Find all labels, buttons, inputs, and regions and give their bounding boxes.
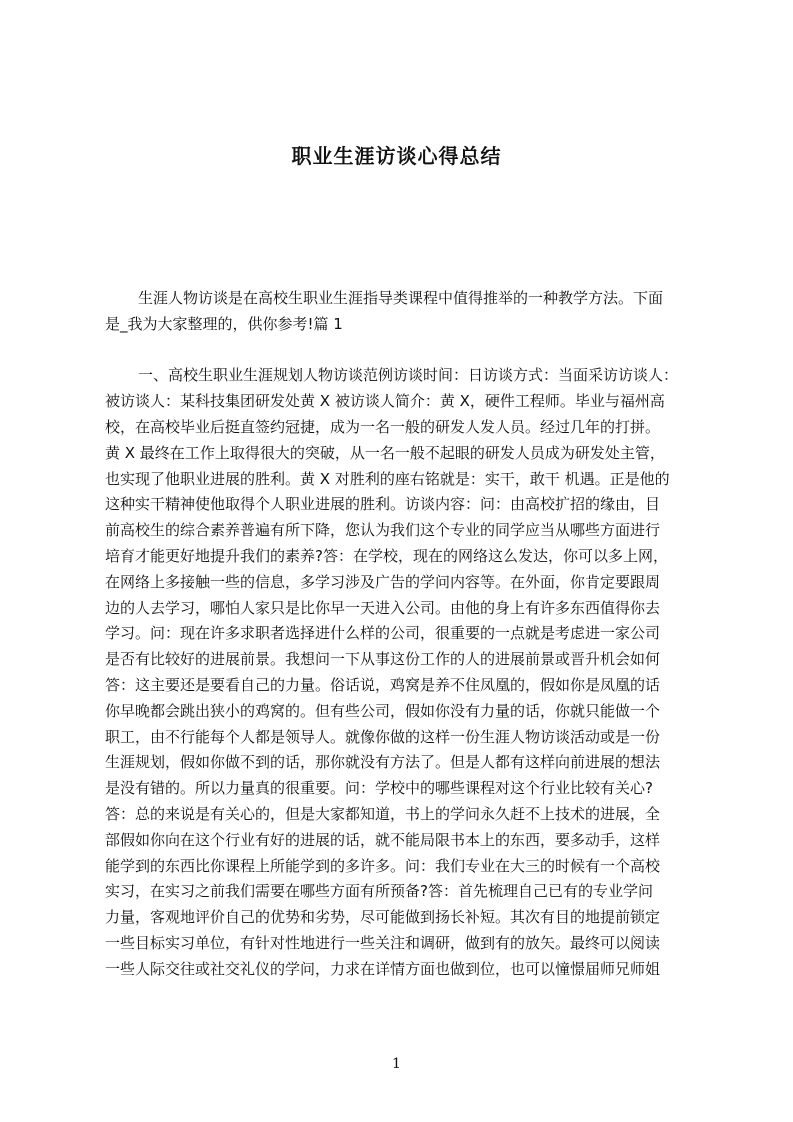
text-line: 生涯规划，假如你做不到的话，那你就没有方法了。但是人都有这样向前进展的想法 (105, 753, 661, 772)
text-line: 被访谈人：某科技集团研发处黄 X 被访谈人简介：黄 X，硬件工程师。毕业与福州高 (105, 392, 665, 411)
document-title: 职业生涯访谈心得总结 (291, 144, 502, 168)
text-line: 也实现了他职业进展的胜利。黄 X 对胜利的座右铭就是：实干，敢干 机遇。正是他的 (105, 469, 670, 488)
document-body (105, 286, 695, 983)
text-line: 生涯人物访谈是在高校生职业生涯指导类课程中值得推举的一种教学方法。下面 (138, 289, 664, 307)
text-line: 一些人际交往或社交礼仪的学问，力求在详情方面也做到位，也可以憧憬届师兄师姐 (105, 959, 661, 978)
text-line: 职工，由不行能每个人都是领导人。就像你做的这样一份生涯人物访谈活动或是一份 (105, 727, 661, 746)
text-line: 学习。问：现在许多求职者选择进什么样的公司，很重要的一点就是考虑进一家公司 (105, 624, 661, 643)
text-line: 在网络上多接触一些的信息，多学习涉及广告的学问内容等。在外面，你肯定要跟周 (105, 572, 661, 591)
text-line: 答：这主要还是要看自己的力量。俗话说，鸡窝是养不住凤凰的，假如你是凤凰的话 (105, 675, 661, 694)
text-line: 能学到的东西比你课程上所能学到的多许多。问：我们专业在大三的时候有一个高校 (105, 856, 661, 875)
text-line: 这种实干精神使他取得个人职业进展的胜利。访谈内容：问：由高校扩招的缘由，目 (105, 495, 661, 514)
text-line: 是_我为大家整理的，供你参考!篇 1 (105, 314, 343, 333)
text-line: 培育才能更好地提升我们的素养?答：在学校，现在的网络这么发达，你可以多上网， (105, 546, 668, 565)
intro-paragraph (105, 286, 695, 338)
text-line: 一些目标实习单位，有针对性地进行一些关注和调研，做到有的放矢。最终可以阅读 (105, 933, 661, 952)
text-line: 是没有错的。所以力量真的很重要。问：学校中的哪些课程对这个行业比较有关心? (105, 779, 653, 798)
text-line: 校，在高校毕业后挺直签约冠捷，成为一名一般的研发人发人员。经过几年的打拼。 (105, 417, 661, 436)
text-line: 一、高校生职业生涯规划人物访谈范例访谈时间：日访谈方式：当面采访访谈人： (138, 366, 679, 385)
text-line: 边的人去学习，哪怕人家只是比你早一天进入公司。由他的身上有许多东西值得你去 (105, 598, 661, 617)
text-line: 答：总的来说是有关心的，但是大家都知道，书上的学问永久赶不上技术的进展，全 (105, 804, 661, 823)
paragraph-gap (105, 338, 695, 364)
text-line: 是否有比较好的进展前景。我想问一下从事这份工作的人的进展前景或晋升机会如何 (105, 650, 661, 669)
text-line: 力量，客观地评价自己的优势和劣势，尽可能做到扬长补短。其次有目的地提前锁定 (105, 908, 661, 927)
text-line: 前高校生的综合素养普遍有所下降，您认为我们这个专业的同学应当从哪些方面进行 (105, 521, 661, 540)
text-line: 黄 X 最终在工作上取得很大的突破，从一名一般不起眼的研发人员成为研发处主管， (105, 443, 665, 462)
text-line: 实习，在实习之前我们需要在哪些方面有所预备?答：首先梳理自己已有的专业学问 (105, 882, 653, 901)
interview-paragraph (105, 363, 695, 982)
text-line: 你早晚都会跳出狭小的鸡窝的。但有些公司，假如你没有力量的话，你就只能做一个 (105, 701, 661, 720)
page-number: 1 (392, 1056, 401, 1072)
text-line: 部假如你向在这个行业有好的进展的话，就不能局限书本上的东西，要多动手，这样 (105, 830, 661, 849)
